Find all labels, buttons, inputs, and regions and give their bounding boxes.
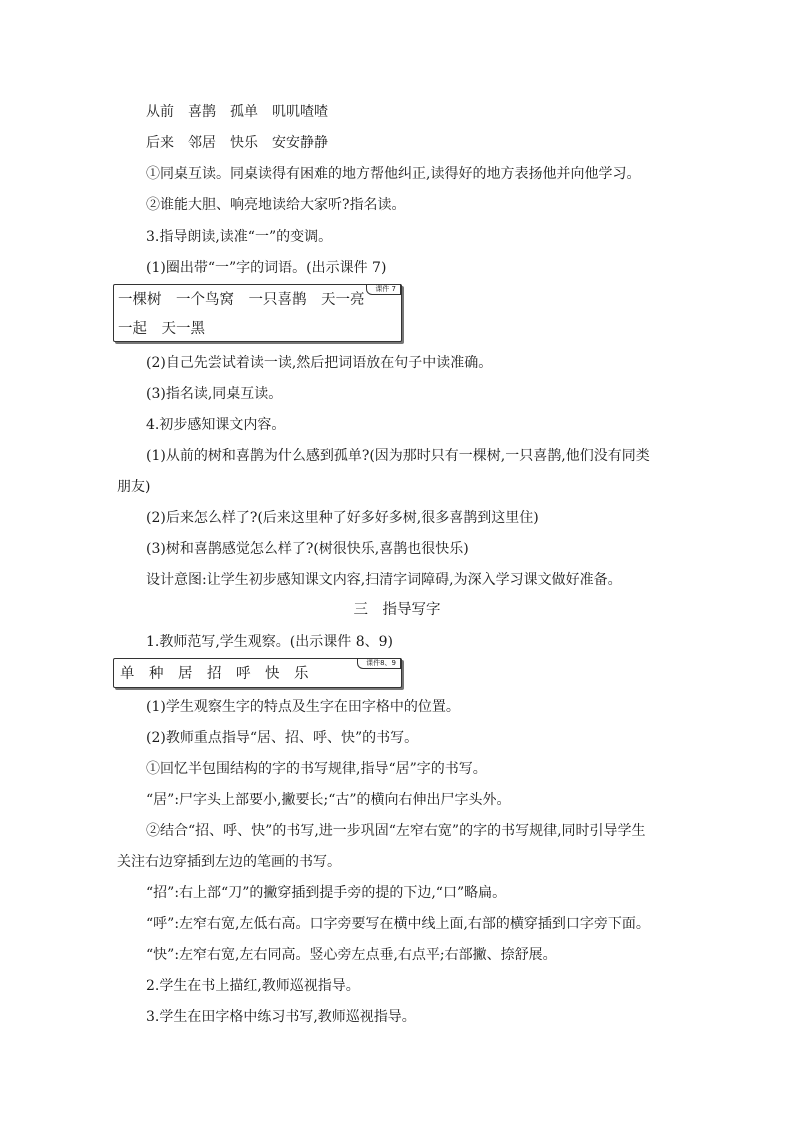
paragraph: (2)教师重点指导“居、招、呼、快”的书写。 — [146, 730, 419, 746]
section-title: 三 指导写字 — [353, 602, 441, 618]
paragraph: (1)圈出带“一”字的词语。(出示课件 7) — [146, 260, 387, 276]
courseware-7-tag: 课件 7 — [366, 284, 401, 295]
paragraph: ②谁能大胆、响亮地读给大家听?指名读。 — [146, 197, 406, 213]
paragraph: 3.学生在田字格中练习书写,教师巡视指导。 — [146, 1009, 416, 1025]
paragraph: 关注右边穿插到左边的笔画的书写。 — [117, 854, 341, 870]
paragraph: “呼”:左窄右宽,左低右高。口字旁要写在横中线上面,右部的横穿插到口字旁下面。 — [146, 916, 650, 932]
paragraph: ②结合“招、呼、快”的书写,进一步巩固“左窄右宽”的字的书写规律,同时引导学生 — [146, 823, 646, 839]
vocab-line-1: 从前 喜鹊 孤单 叽叽喳喳 — [146, 104, 328, 120]
courseware-8-9-tag: 课件8、9 — [357, 658, 401, 669]
paragraph: (3)指名读,同桌互读。 — [146, 386, 283, 402]
paragraph: 1.教师范写,学生观察。(出示课件 8、9) — [146, 634, 393, 650]
courseware-8-9-characters: 单 种 居 招 呼 快 乐 — [120, 666, 309, 682]
paragraph: 2.学生在书上描红,教师巡视指导。 — [146, 978, 360, 994]
paragraph: 4.初步感知课文内容。 — [146, 417, 286, 433]
paragraph: “居”:尸字头上部要小,撇要长;“古”的横向右伸出尸字头外。 — [146, 792, 511, 808]
paragraph: ①同桌互读。同桌读得有困难的地方帮他纠正,读得好的地方表扬他并向他学习。 — [146, 166, 641, 182]
design-intent: 设计意图:让学生初步感知课文内容,扫清字词障碍,为深入学习课文做好准备。 — [146, 572, 622, 588]
paragraph: 3.指导朗读,读准“一”的变调。 — [146, 229, 333, 245]
paragraph: (2)自己先尝试着读一读,然后把词语放在句子中读准确。 — [146, 355, 493, 371]
paragraph: (1)学生观察生字的特点及生字在田字格中的位置。 — [146, 699, 460, 715]
vocab-line-2: 后来 邻居 快乐 安安静静 — [146, 135, 328, 151]
paragraph: “快”:左窄右宽,左右同高。竖心旁左点垂,右点平;右部撇、捺舒展。 — [146, 947, 557, 963]
paragraph: (2)后来怎么样了?(后来这里种了好多好多树,很多喜鹊到这里住) — [146, 510, 539, 526]
courseware-7-words-row-2: 一起 天一黑 — [118, 321, 205, 337]
courseware-7-words-row-1: 一棵树 一个鸟窝 一只喜鹊 天一亮 — [118, 292, 365, 308]
paragraph: ①回忆半包围结构的字的书写规律,指导“居”字的书写。 — [146, 761, 487, 777]
paragraph: (1)从前的树和喜鹊为什么感到孤单?(因为那时只有一棵树,一只喜鹊,他们没有同类 — [146, 448, 650, 464]
paragraph: (3)树和喜鹊感觉怎么样了?(树很快乐,喜鹊也很快乐) — [146, 541, 469, 557]
paragraph: 朋友) — [117, 479, 151, 495]
paragraph: “招”:右上部“刀”的撇穿插到提手旁的提的下边,“口”略扁。 — [146, 885, 507, 901]
courseware-8-9-box — [113, 658, 402, 688]
courseware-7-box — [113, 284, 402, 342]
